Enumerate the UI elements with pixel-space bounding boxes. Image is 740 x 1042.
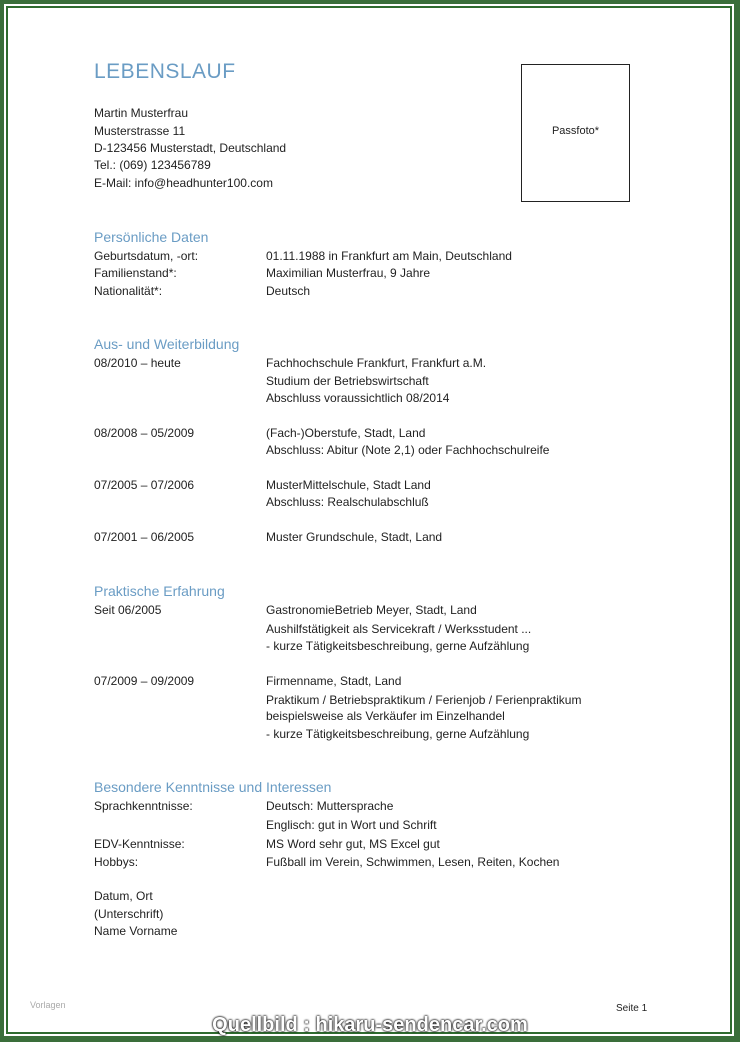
skills-label: Sprachkenntnisse: bbox=[94, 799, 193, 813]
education-date: 08/2008 – 05/2009 bbox=[94, 426, 195, 440]
signature-placeholder: (Unterschrift) bbox=[94, 907, 164, 921]
signature-name: Name Vorname bbox=[94, 924, 178, 938]
skills-value: Englisch: gut in Wort und Schrift bbox=[266, 818, 437, 832]
skills-value: MS Word sehr gut, MS Excel gut bbox=[266, 837, 440, 851]
education-date: 08/2010 – heute bbox=[94, 356, 181, 370]
contact-phone: Tel.: (069) 123456789 bbox=[94, 158, 211, 172]
experience-line: GastronomieBetrieb Meyer, Stadt, Land bbox=[266, 603, 477, 617]
document-title: LEBENSLAUF bbox=[94, 60, 236, 83]
section-heading-personal: Persönliche Daten bbox=[94, 229, 209, 245]
personal-value: 01.11.1988 in Frankfurt am Main, Deutschland bbox=[266, 249, 512, 263]
watermark-text: Vorlagen bbox=[30, 1000, 66, 1010]
personal-label: Nationalität*: bbox=[94, 284, 163, 298]
contact-street: Musterstrasse 11 bbox=[94, 124, 186, 138]
contact-email: E-Mail: info@headhunter100.com bbox=[94, 176, 273, 190]
experience-line: Firmenname, Stadt, Land bbox=[266, 674, 402, 688]
contact-city: D-123456 Musterstadt, Deutschland bbox=[94, 141, 287, 155]
education-line: Abschluss voraussichtlich 08/2014 bbox=[266, 391, 450, 405]
education-line: Abschluss: Realschulabschluß bbox=[266, 495, 429, 509]
section-heading-skills: Besondere Kenntnisse und Interessen bbox=[94, 779, 332, 795]
personal-value: Maximilian Musterfrau, 9 Jahre bbox=[266, 266, 431, 280]
contact-name: Martin Musterfrau bbox=[94, 106, 189, 120]
education-line: Abschluss: Abitur (Note 2,1) oder Fachhochschulreife bbox=[266, 443, 550, 457]
personal-label: Familienstand*: bbox=[94, 266, 177, 280]
education-line: Studium der Betriebswirtschaft bbox=[266, 374, 429, 388]
page-number: Seite 1 bbox=[616, 1003, 648, 1014]
signature-date-place: Datum, Ort bbox=[94, 889, 153, 903]
education-date: 07/2005 – 07/2006 bbox=[94, 478, 195, 492]
experience-line: Praktikum / Betriebspraktikum / Ferienjob / Ferienpraktikum bbox=[266, 693, 582, 707]
experience-date: 07/2009 – 09/2009 bbox=[94, 674, 195, 688]
experience-date: Seit 06/2005 bbox=[94, 603, 162, 617]
skills-value: Deutsch: Muttersprache bbox=[266, 799, 394, 813]
skills-label: EDV-Kenntnisse: bbox=[94, 837, 185, 851]
education-date: 07/2001 – 06/2005 bbox=[94, 530, 195, 544]
experience-line: Aushilfstätigkeit als Servicekraft / Werksstudent ... bbox=[266, 622, 532, 636]
photo-label: Passfoto* bbox=[551, 125, 600, 137]
personal-label: Geburtsdatum, -ort: bbox=[94, 249, 199, 263]
education-line: Fachhochschule Frankfurt, Frankfurt a.M. bbox=[266, 356, 487, 370]
photo-placeholder bbox=[521, 64, 630, 202]
education-line: Muster Grundschule, Stadt, Land bbox=[266, 530, 443, 544]
section-heading-experience: Praktische Erfahrung bbox=[94, 583, 225, 599]
experience-line: - kurze Tätigkeitsbeschreibung, gerne Aufzählung bbox=[266, 727, 530, 741]
experience-line: beispielsweise als Verkäufer im Einzelhandel bbox=[266, 709, 505, 723]
education-line: MusterMittelschule, Stadt Land bbox=[266, 478, 431, 492]
education-line: (Fach-)Oberstufe, Stadt, Land bbox=[266, 426, 426, 440]
experience-line: - kurze Tätigkeitsbeschreibung, gerne Aufzählung bbox=[266, 639, 530, 653]
section-heading-education: Aus- und Weiterbildung bbox=[94, 336, 240, 352]
skills-value: Fußball im Verein, Schwimmen, Lesen, Reiten, Kochen bbox=[266, 855, 560, 869]
source-caption: Quellbild : hikaru-sendencar.com bbox=[212, 1014, 528, 1036]
personal-value: Deutsch bbox=[266, 284, 311, 298]
skills-label: Hobbys: bbox=[94, 855, 139, 869]
